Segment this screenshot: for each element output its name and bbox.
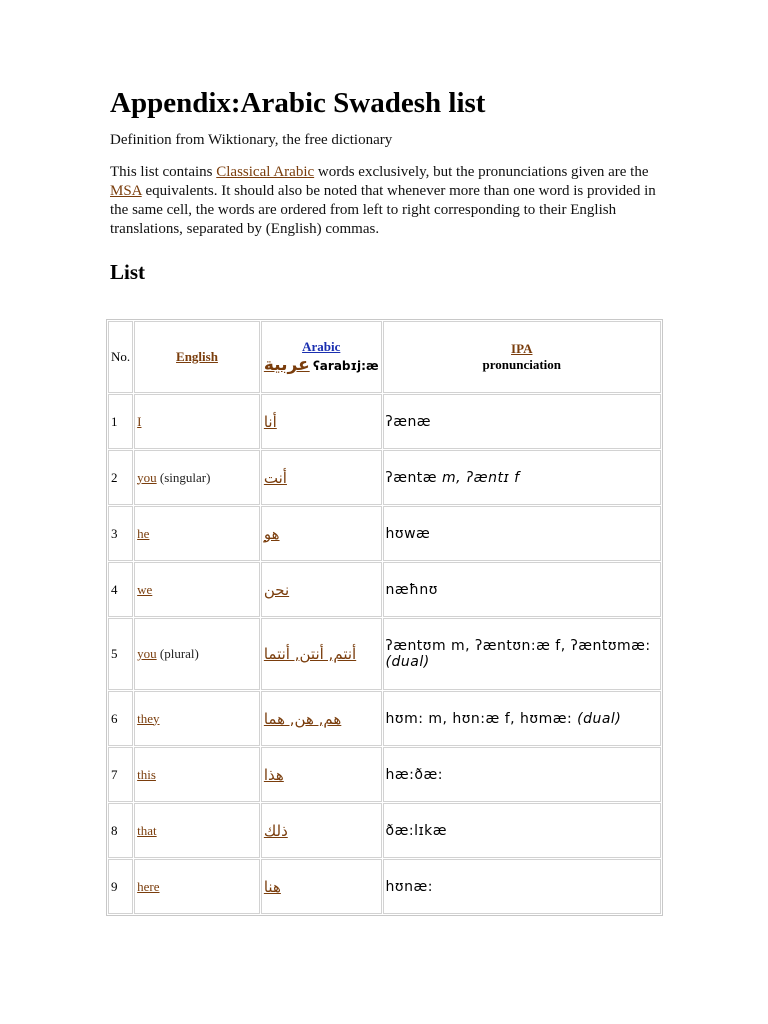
row-ipa bbox=[383, 394, 661, 449]
arabic-word-link[interactable]: نحن bbox=[263, 580, 290, 599]
row-english bbox=[134, 618, 260, 690]
swadesh-table bbox=[106, 319, 663, 916]
row-number-text: 2 bbox=[111, 469, 118, 485]
row-arabic bbox=[261, 618, 382, 690]
table-row bbox=[108, 747, 661, 802]
row-number bbox=[108, 691, 133, 746]
arabic-word-link[interactable]: هنا bbox=[263, 877, 281, 896]
ipa-extra: (dual) bbox=[385, 654, 430, 670]
ipa-text: ʔæntʊm m, ʔæntʊn:æ f, ʔæntʊmæ: bbox=[385, 638, 651, 654]
row-ipa bbox=[383, 506, 661, 561]
table-row bbox=[108, 691, 661, 746]
row-english bbox=[134, 747, 260, 802]
row-english bbox=[134, 450, 260, 505]
arabic-header-link[interactable]: Arabic bbox=[302, 339, 341, 354]
row-english bbox=[134, 506, 260, 561]
row-english bbox=[134, 691, 260, 746]
msa-link[interactable]: MSA bbox=[110, 183, 142, 199]
ipa-text: ðæ:lɪkæ bbox=[385, 822, 448, 839]
row-number bbox=[108, 450, 133, 505]
row-ipa bbox=[383, 747, 661, 802]
page-subtitle: Definition from Wiktionary, the free dictionary bbox=[110, 132, 393, 148]
table-row bbox=[108, 450, 661, 505]
row-number-text: 7 bbox=[111, 766, 118, 782]
row-ipa bbox=[383, 691, 661, 746]
row-arabic bbox=[261, 450, 382, 505]
english-word-link[interactable]: that bbox=[137, 822, 157, 838]
row-number-text: 9 bbox=[111, 878, 118, 894]
english-word-link[interactable]: here bbox=[137, 878, 160, 894]
arabic-word-link[interactable]: أنا bbox=[263, 412, 277, 431]
english-note: (plural) bbox=[156, 646, 199, 661]
english-header-link[interactable]: English bbox=[176, 349, 218, 364]
row-number-text: 5 bbox=[111, 646, 118, 661]
table-row bbox=[108, 859, 661, 914]
ipa-header-link[interactable]: IPA bbox=[511, 341, 533, 356]
row-number-text: 6 bbox=[111, 710, 118, 726]
row-number-text: 4 bbox=[111, 581, 118, 597]
arabic-native-link[interactable]: عربية bbox=[263, 355, 310, 375]
article bbox=[110, 84, 670, 285]
english-word-link[interactable]: we bbox=[137, 581, 153, 597]
arabic-translit: ʕarabɪj:æ bbox=[312, 359, 379, 373]
ipa-text: ʔænæ bbox=[385, 413, 432, 430]
ipa-text: hʊwæ bbox=[385, 525, 431, 542]
row-number-text: 8 bbox=[111, 822, 118, 838]
table-row bbox=[108, 394, 661, 449]
row-ipa bbox=[383, 562, 661, 617]
arabic-word-link[interactable]: هذا bbox=[263, 765, 284, 784]
header-ipa bbox=[383, 321, 661, 393]
row-arabic bbox=[261, 394, 382, 449]
english-word-link[interactable]: I bbox=[137, 413, 142, 429]
english-word-link[interactable]: you bbox=[137, 646, 157, 661]
ipa-text: hʊm: m, hʊn:æ f, hʊmæ: bbox=[385, 710, 578, 727]
header-arabic bbox=[261, 321, 382, 393]
row-number bbox=[108, 618, 133, 690]
row-number bbox=[108, 506, 133, 561]
row-ipa bbox=[383, 859, 661, 914]
classical-arabic-link[interactable]: Classical Arabic bbox=[216, 164, 315, 180]
row-ipa bbox=[383, 803, 661, 858]
english-note: (singular) bbox=[156, 469, 211, 485]
english-word-link[interactable]: this bbox=[137, 766, 156, 782]
ipa-extra: (dual) bbox=[577, 710, 622, 727]
arabic-word-link[interactable]: أنتم, أنتن, أنتما bbox=[263, 645, 357, 663]
row-number bbox=[108, 562, 133, 617]
row-number bbox=[108, 394, 133, 449]
table-row bbox=[108, 803, 661, 858]
english-word-link[interactable]: he bbox=[137, 525, 150, 541]
arabic-word-link[interactable]: أنت bbox=[263, 468, 287, 487]
table-row bbox=[108, 506, 661, 561]
intro-text-2: words exclusively, but the pronunciations given are the bbox=[314, 164, 649, 180]
row-number bbox=[108, 803, 133, 858]
english-word-link[interactable]: you bbox=[137, 469, 157, 485]
row-english bbox=[134, 562, 260, 617]
table-row bbox=[108, 562, 661, 617]
arabic-word-link[interactable]: هم, هن, هما bbox=[263, 709, 342, 728]
intro-paragraph bbox=[110, 163, 658, 239]
page-title: Appendix:Arabic Swadesh list bbox=[110, 87, 486, 119]
row-number-text: 3 bbox=[111, 525, 118, 541]
ipa-text: næħnʊ bbox=[385, 581, 438, 598]
row-english bbox=[134, 859, 260, 914]
table-header-row bbox=[108, 321, 661, 393]
ipa-text: ʔæntæ bbox=[385, 469, 442, 486]
intro-text-1: This list contains bbox=[110, 164, 217, 180]
row-arabic bbox=[261, 691, 382, 746]
row-arabic bbox=[261, 747, 382, 802]
header-english bbox=[134, 321, 260, 393]
row-number-text: 1 bbox=[111, 413, 118, 429]
english-word-link[interactable]: they bbox=[137, 710, 160, 726]
ipa-subheader: pronunciation bbox=[482, 357, 562, 372]
row-english bbox=[134, 803, 260, 858]
arabic-word-link[interactable]: ذلك bbox=[263, 821, 288, 840]
header-no: No. bbox=[108, 321, 133, 393]
ipa-text: hʊnæ: bbox=[385, 878, 433, 895]
row-ipa bbox=[383, 618, 661, 690]
row-number bbox=[108, 859, 133, 914]
section-heading-list: List bbox=[110, 260, 146, 284]
table-row bbox=[108, 618, 661, 690]
arabic-word-link[interactable]: هو bbox=[263, 524, 280, 543]
row-arabic bbox=[261, 859, 382, 914]
row-number bbox=[108, 747, 133, 802]
ipa-text: hæ:ðæ: bbox=[385, 766, 443, 783]
ipa-extra: m, ʔæntɪ f bbox=[442, 469, 520, 486]
row-english bbox=[134, 394, 260, 449]
row-arabic bbox=[261, 506, 382, 561]
row-arabic bbox=[261, 803, 382, 858]
row-arabic bbox=[261, 562, 382, 617]
intro-text-3: equivalents. It should also be noted that whenever more than one word is provided in the same cell, the words are ordered from left to right corresponding to their English translations, separated by (English) commas. bbox=[110, 183, 656, 237]
row-ipa bbox=[383, 450, 661, 505]
